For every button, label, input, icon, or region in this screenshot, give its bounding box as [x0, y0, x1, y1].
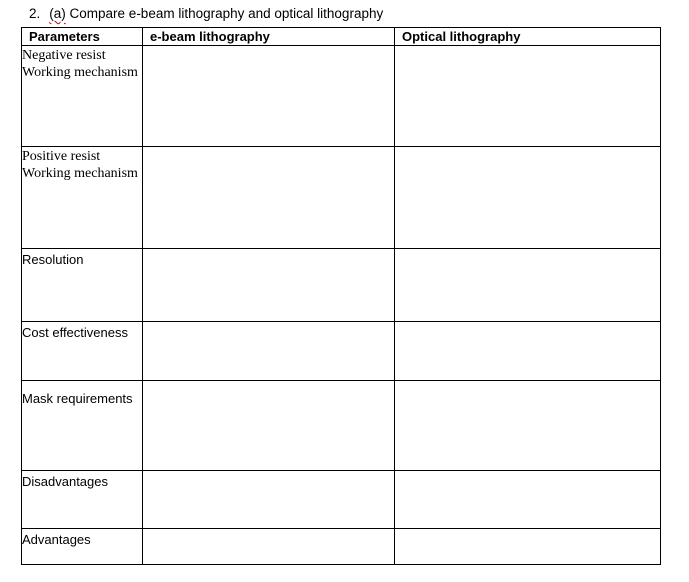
cell-ebeam-advantages[interactable] — [143, 529, 395, 565]
row-parameter-mask-requirements — [22, 381, 143, 471]
cell-optical-mask[interactable] — [395, 381, 661, 471]
cell-optical-resolution[interactable] — [395, 249, 661, 322]
table-row — [22, 471, 661, 529]
row-parameter-disadvantages: Disadvantages — [22, 471, 143, 529]
cell-optical-positive-resist[interactable] — [395, 147, 661, 249]
table-row — [22, 147, 661, 249]
header-parameters: Parameters — [22, 28, 143, 46]
cell-optical-advantages[interactable] — [395, 529, 661, 565]
row-parameter-cost-effectiveness — [22, 322, 143, 381]
question-heading — [29, 6, 383, 22]
comparison-table — [21, 27, 661, 565]
header-ebeam: e-beam lithography — [143, 28, 395, 46]
cell-ebeam-disadvantages[interactable] — [143, 471, 395, 529]
cell-ebeam-cost[interactable] — [143, 322, 395, 381]
question-number: 2. — [29, 6, 41, 21]
table-row — [22, 322, 661, 381]
cell-ebeam-resolution[interactable] — [143, 249, 395, 322]
cell-optical-disadvantages[interactable] — [395, 471, 661, 529]
row-parameter-negative-resist: Negative resist Working mechanism — [22, 46, 143, 147]
cell-ebeam-mask[interactable] — [143, 381, 395, 471]
table-row — [22, 381, 661, 471]
table-row — [22, 249, 661, 322]
mask-label: Mask requirements — [22, 391, 133, 406]
row-parameter-positive-resist: Positive resist Working mechanism — [22, 147, 143, 249]
row-parameter-advantages: Advantages — [22, 529, 143, 565]
table-row — [22, 529, 661, 565]
cost-label: Cost effectiveness — [22, 325, 128, 340]
row-parameter-resolution: Resolution — [22, 249, 143, 322]
cell-ebeam-positive-resist[interactable] — [143, 147, 395, 249]
table-header-row — [22, 28, 661, 46]
question-part: (a) — [49, 6, 66, 21]
table-row — [22, 46, 661, 147]
cell-optical-cost[interactable] — [395, 322, 661, 381]
cell-ebeam-negative-resist[interactable] — [143, 46, 395, 147]
header-optical: Optical lithography — [395, 28, 661, 46]
cell-optical-negative-resist[interactable] — [395, 46, 661, 147]
question-text: Compare e-beam lithography and optical lithography — [69, 6, 384, 21]
